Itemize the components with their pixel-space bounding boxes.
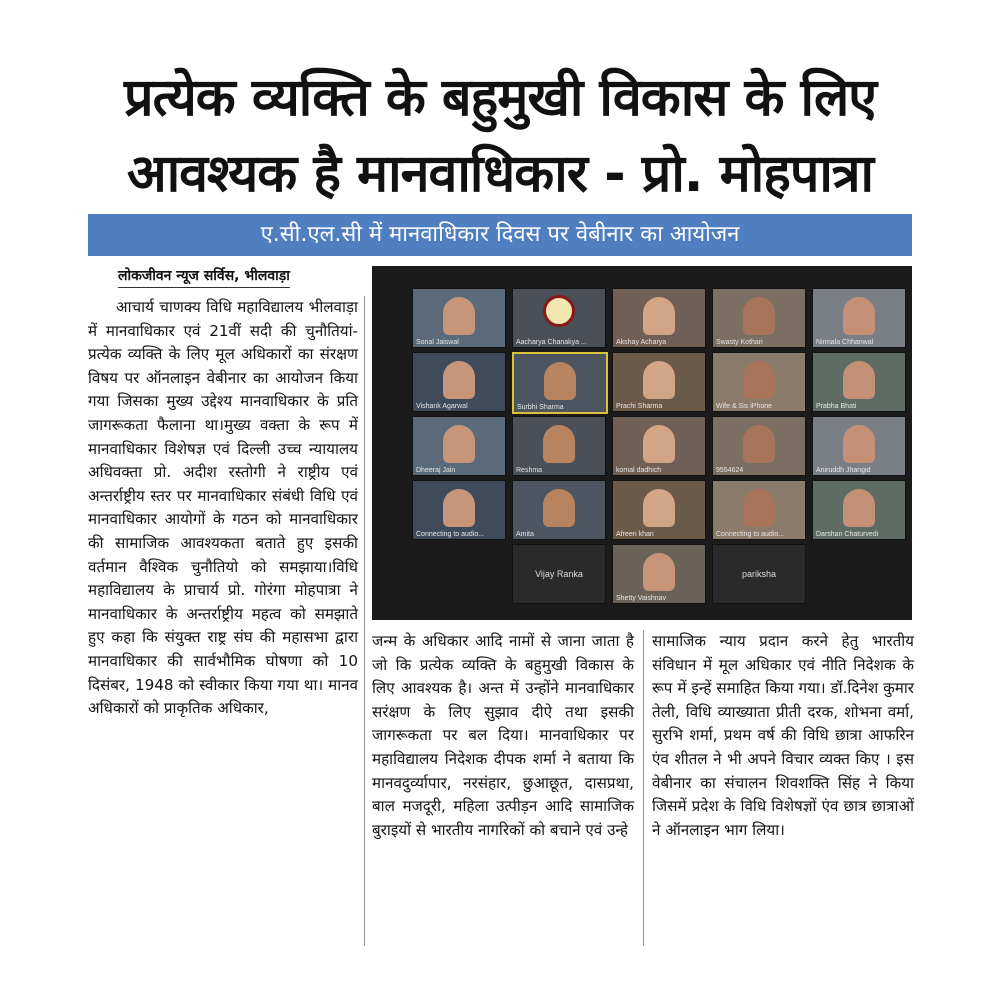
- headline-line-1: प्रत्येक व्यक्ति के बहुमुखी विकास के लिए: [123, 68, 876, 128]
- participant-name: Surbhi Sharma: [517, 404, 564, 411]
- participant-face: [743, 489, 775, 527]
- participant-face: [643, 489, 675, 527]
- participant-name: Dheeraj Jain: [416, 467, 456, 474]
- participant-name: Aniruddh Jhangid: [816, 467, 871, 474]
- article-column-1: [88, 296, 358, 721]
- webinar-screenshot: [372, 266, 912, 620]
- participant-name: Connecting to audio...: [416, 531, 485, 538]
- participant-face: [743, 361, 775, 399]
- participant-tile: [712, 416, 806, 476]
- participant-face: [543, 489, 575, 527]
- participant-face: [544, 362, 576, 400]
- college-logo-icon: [543, 295, 575, 327]
- participant-name: 9554624: [716, 467, 744, 474]
- participant-tile: [512, 544, 606, 604]
- participant-face: [643, 553, 675, 591]
- column-1-text: आचार्य चाणक्य विधि महाविद्यालय भीलवाड़ा में मानवाधिकार एवं 21वीं सदी की चुनौतियां- प्रत्येक व्यक्ति के लिए मूल अधिकारों का संरक्षण विषय पर ऑनलाइन वेबीनार का आयोजन किया गया जिसका मुख्य उद्देश्य मानवाधिकार के प्रति जागरूकता फैलाना था।मुख्य वक्ता के रूप में मानवाधिकार विशेषज्ञ एवं दिल्ली उच्च न्यायालय अधिवक्ता प्रो. अदीश रस्तोगी ने राष्ट्रीय एवं अन्तर्राष्ट्रीय स्तर पर मानवाधिकार संबंधी विधि एवं मानवाधिकार आयोगों के गठन को मानवाधिकार की सामाजिक आवश्यकता बताते हुए इसकी वर्तमान वैश्विक चुनौतियो को समझाया।विधि महाविद्यालय के प्राचार्य प्रो. गोरंगा मोहपात्रा ने मानवाधिकार के अन्तर्राष्ट्रीय महत्व को समझाते हुए कहा कि संयुक्त राष्ट्र संघ की महासभा द्वारा मानवाधिकार की सार्वभौमिक घोषणा को 10 दिसंबर, 1948 को स्वीकार किया गया था। मानव अधिकारों को प्राकृतिक अधिकार,: [88, 298, 358, 718]
- participant-face: [643, 361, 675, 399]
- participant-name: komal dadhich: [616, 467, 662, 474]
- participant-name: Wife & Sis iPhone: [716, 403, 773, 410]
- participant-name: Shetty Vaishnav: [616, 595, 667, 602]
- participant-face: [843, 425, 875, 463]
- participant-name: Darshan Chaturvedi: [816, 531, 879, 538]
- participant-tile: [612, 544, 706, 604]
- article-column-3: [652, 630, 914, 842]
- participant-tile: [412, 352, 506, 412]
- participant-name: parikshа: [741, 569, 777, 579]
- participant-face: [743, 297, 775, 335]
- byline: लोकजीवन न्यूज सर्विस, भीलवाड़ा: [118, 266, 290, 288]
- participant-tile: [812, 416, 906, 476]
- participant-tile: [412, 480, 506, 540]
- participant-name: Afreen khan: [616, 531, 654, 538]
- headline: [70, 60, 930, 212]
- participant-name: Connecting to audio...: [716, 531, 785, 538]
- participant-tile: [612, 416, 706, 476]
- participant-tile: [412, 416, 506, 476]
- participant-face: [443, 489, 475, 527]
- participant-face: [543, 425, 575, 463]
- participant-face: [643, 297, 675, 335]
- participant-name: Prabha Bhati: [816, 403, 857, 410]
- participant-tile: [512, 288, 606, 348]
- participant-face: [743, 425, 775, 463]
- participant-name: Nirmala Chhanwal: [816, 339, 874, 346]
- participant-tile: [512, 352, 608, 414]
- subheadline-banner: ए.सी.एल.सी में मानवाधिकार दिवस पर वेबीनार का आयोजन: [88, 214, 912, 256]
- participant-name: Akshay Acharya: [616, 339, 667, 346]
- participant-tile: [612, 480, 706, 540]
- participant-tile: [712, 288, 806, 348]
- participant-name: Swasty Kothari: [716, 339, 763, 346]
- column-3-text: सामाजिक न्याय प्रदान करने हेतु भारतीय संविधान में मूल अधिकार एवं नीति निदेशक के रूप में इन्हें समाहित किया गया। डॉ.दिनेश कुमार तेली, विधि व्याख्याता प्रीती दरक, शोभना वर्मा, सुरभि शर्मा, प्रथम वर्ष की विधि छात्रा आफरिन एंव शीतल ने भी अपने विचार व्यक्त किए । इस वेबीनार का संचालन शिवशक्ति सिंह ने किया जिसमें प्रदेश के विधि विशेषज्ञों एंव छात्र छात्राओं ने ऑनलाइन भाग लिया।: [652, 632, 914, 839]
- participant-tile: [412, 288, 506, 348]
- participant-tile: [712, 480, 806, 540]
- participant-face: [843, 297, 875, 335]
- article-column-2: [372, 630, 634, 842]
- participant-tile: [812, 352, 906, 412]
- participant-name: Vishank Agarwal: [416, 403, 468, 410]
- participant-face: [643, 425, 675, 463]
- participant-tile: [612, 352, 706, 412]
- participant-name: Prachi Sharma: [616, 403, 663, 410]
- participant-name: Vijay Ranka: [535, 569, 583, 579]
- participant-face: [843, 361, 875, 399]
- participant-face: [443, 361, 475, 399]
- column-divider: [643, 630, 644, 946]
- participant-face: [443, 297, 475, 335]
- participant-tile: [512, 416, 606, 476]
- column-2-text: जन्म के अधिकार आदि नामों से जाना जाता है जो कि प्रत्येक व्यक्ति के बहुमुखी विकास के लिए आवश्यक है। अन्त में उन्होंने मानवाधिकार सरंक्षण के लिए सुझाव दीऐ तथा इसकी जागरूकता पर बल दिया। मानवाधिकार पर महाविद्यालय निदेशक दीपक शर्मा ने बताया कि मानवदुर्व्यापार, नरसंहार, छुआछूत, दासप्रथा, बाल मजदूरी, महिला उत्पीड़न आदि सामाजिक बुराइयों से भारतीय नागरिकों को बचाने एवं उन्हे: [372, 632, 634, 839]
- participant-tile: [812, 288, 906, 348]
- participant-name: Sonal Jaiswal: [416, 339, 459, 346]
- participant-tile: [612, 288, 706, 348]
- participant-name: Amita: [516, 531, 534, 538]
- participant-face: [443, 425, 475, 463]
- participant-name: Aacharya Chanakya ...: [516, 339, 587, 346]
- participant-tile: [712, 352, 806, 412]
- participant-tile: [812, 480, 906, 540]
- participant-tile: [712, 544, 806, 604]
- column-divider: [364, 296, 365, 946]
- participant-face: [843, 489, 875, 527]
- participant-name: Reshma: [516, 467, 543, 474]
- participant-tile: [512, 480, 606, 540]
- headline-line-2: आवश्यक है मानवाधिकार - प्रो. मोहपात्रा: [126, 144, 874, 204]
